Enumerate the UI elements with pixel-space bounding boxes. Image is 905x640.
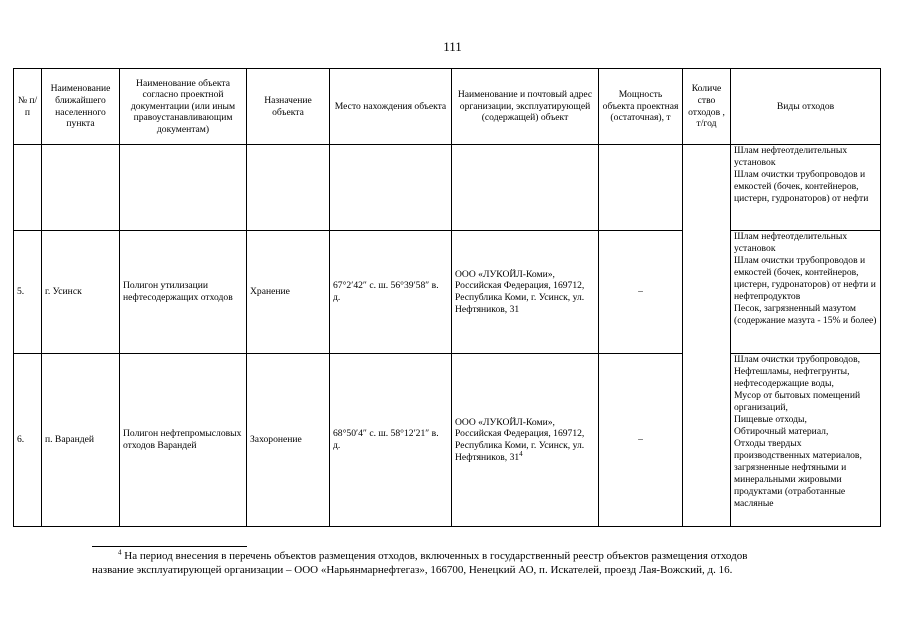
waste-item: Мусор от бытовых помещений организаций, [734,390,861,413]
cell-object-name: Полигон нефтепромысловых отходов Варандей [120,354,247,527]
table-row [14,145,881,231]
waste-item: Отходы твердых производственных материалов, загрязненные нефтяными и минеральными жировыми продуктами (отработанные масляные [734,438,862,509]
waste-item: Шлам нефтеотделительных установок [734,145,848,168]
header-quantity: Количе ство отходов , т/год [683,69,731,145]
cell-num: 6. [14,354,42,527]
waste-item: Шлам очистки трубопроводов и емкостей (бочек, контейнеров, цистерн, гудронаторов) от нефти [734,169,869,204]
header-location: Место нахождения объекта [330,69,452,145]
cell-num [14,145,42,231]
waste-facilities-table [13,68,881,527]
header-settlement: Наименование ближайшего населенного пункта [42,69,120,145]
waste-item: Песок, загрязненный мазутом (содержание мазута - 15% и более) [734,303,877,326]
page-number: 111 [443,39,462,54]
cell-settlement [42,145,120,231]
footnote-line-2: название эксплуатирующей организации – ООО «Нарьянмарнефтегаз», 166700, Ненецкий АО, п. Искателей, проезд Лая-Вожский, д. 16. [92,564,733,576]
header-num: № п/п [14,69,42,145]
operator-footnote-mark: 4 [519,449,523,458]
operator-text: ООО «ЛУКОЙЛ-Коми», Российская Федерация, 169712, Республика Коми, г. Усинск, ул. Нефтяников, 31 [455,268,585,315]
cell-waste-types [731,231,881,354]
cell-capacity: – [599,354,683,527]
cell-num: 5. [14,231,42,354]
header-object-name: Наименование объекта согласно проектной документации (или иным правоустанавливающим документам) [120,69,247,145]
header-capacity: Мощность объекта проектная (остаточная), т [599,69,683,145]
cell-object-name: Полигон утилизации нефтесодержащих отходов [120,231,247,354]
cell-settlement: г. Усинск [42,231,120,354]
cell-quantity [683,145,731,527]
cell-location [330,145,452,231]
cell-purpose: Захоронение [247,354,330,527]
cell-settlement: п. Варандей [42,354,120,527]
waste-item: Шлам нефтеотделительных установок [734,231,848,254]
cell-location: 67°2′42″ с. ш. 56°39′58″ в. д. [330,231,452,354]
footnote-text-1: На период внесения в перечень объектов размещения отходов, включенных в государственный реестр объектов размещения отходов [124,550,748,562]
table-row [14,354,881,527]
operator-text: ООО «ЛУКОЙЛ-Коми», Российская Федерация, 169712, Республика Коми, г. Усинск, ул. Нефтяников, 31 [455,416,585,463]
cell-purpose [247,145,330,231]
footnote [92,549,887,577]
cell-waste-types [731,145,881,231]
waste-item: Пищевые отходы, [734,414,807,425]
cell-purpose: Хранение [247,231,330,354]
cell-location: 68°50′4″ с. ш. 58°12′21″ в. д. [330,354,452,527]
table-row [14,231,881,354]
cell-operator [452,231,599,354]
waste-item: Шлам очистки трубопроводов и емкостей (бочек, контейнеров, цистерн, гудронаторов) от нефти и нефтепродуктов [734,255,876,302]
table-header-row [14,69,881,145]
footnote-divider [92,546,247,547]
footnote-line-1 [92,549,887,563]
cell-operator [452,145,599,231]
footnote-mark: 4 [118,548,122,557]
waste-item: Обтирочный материал, [734,426,829,437]
header-waste-types: Виды отходов [731,69,881,145]
waste-item: Шлам очистки трубопроводов, [734,354,860,365]
cell-waste-types [731,354,881,527]
cell-capacity: – [599,231,683,354]
waste-item: Нефтешламы, нефтегрунты, нефтесодержащие воды, [734,366,850,389]
cell-operator [452,354,599,527]
header-operator: Наименование и почтовый адрес организации, эксплуатирующей (содержащей) объект [452,69,599,145]
cell-object-name [120,145,247,231]
header-purpose: Назначение объекта [247,69,330,145]
cell-capacity [599,145,683,231]
